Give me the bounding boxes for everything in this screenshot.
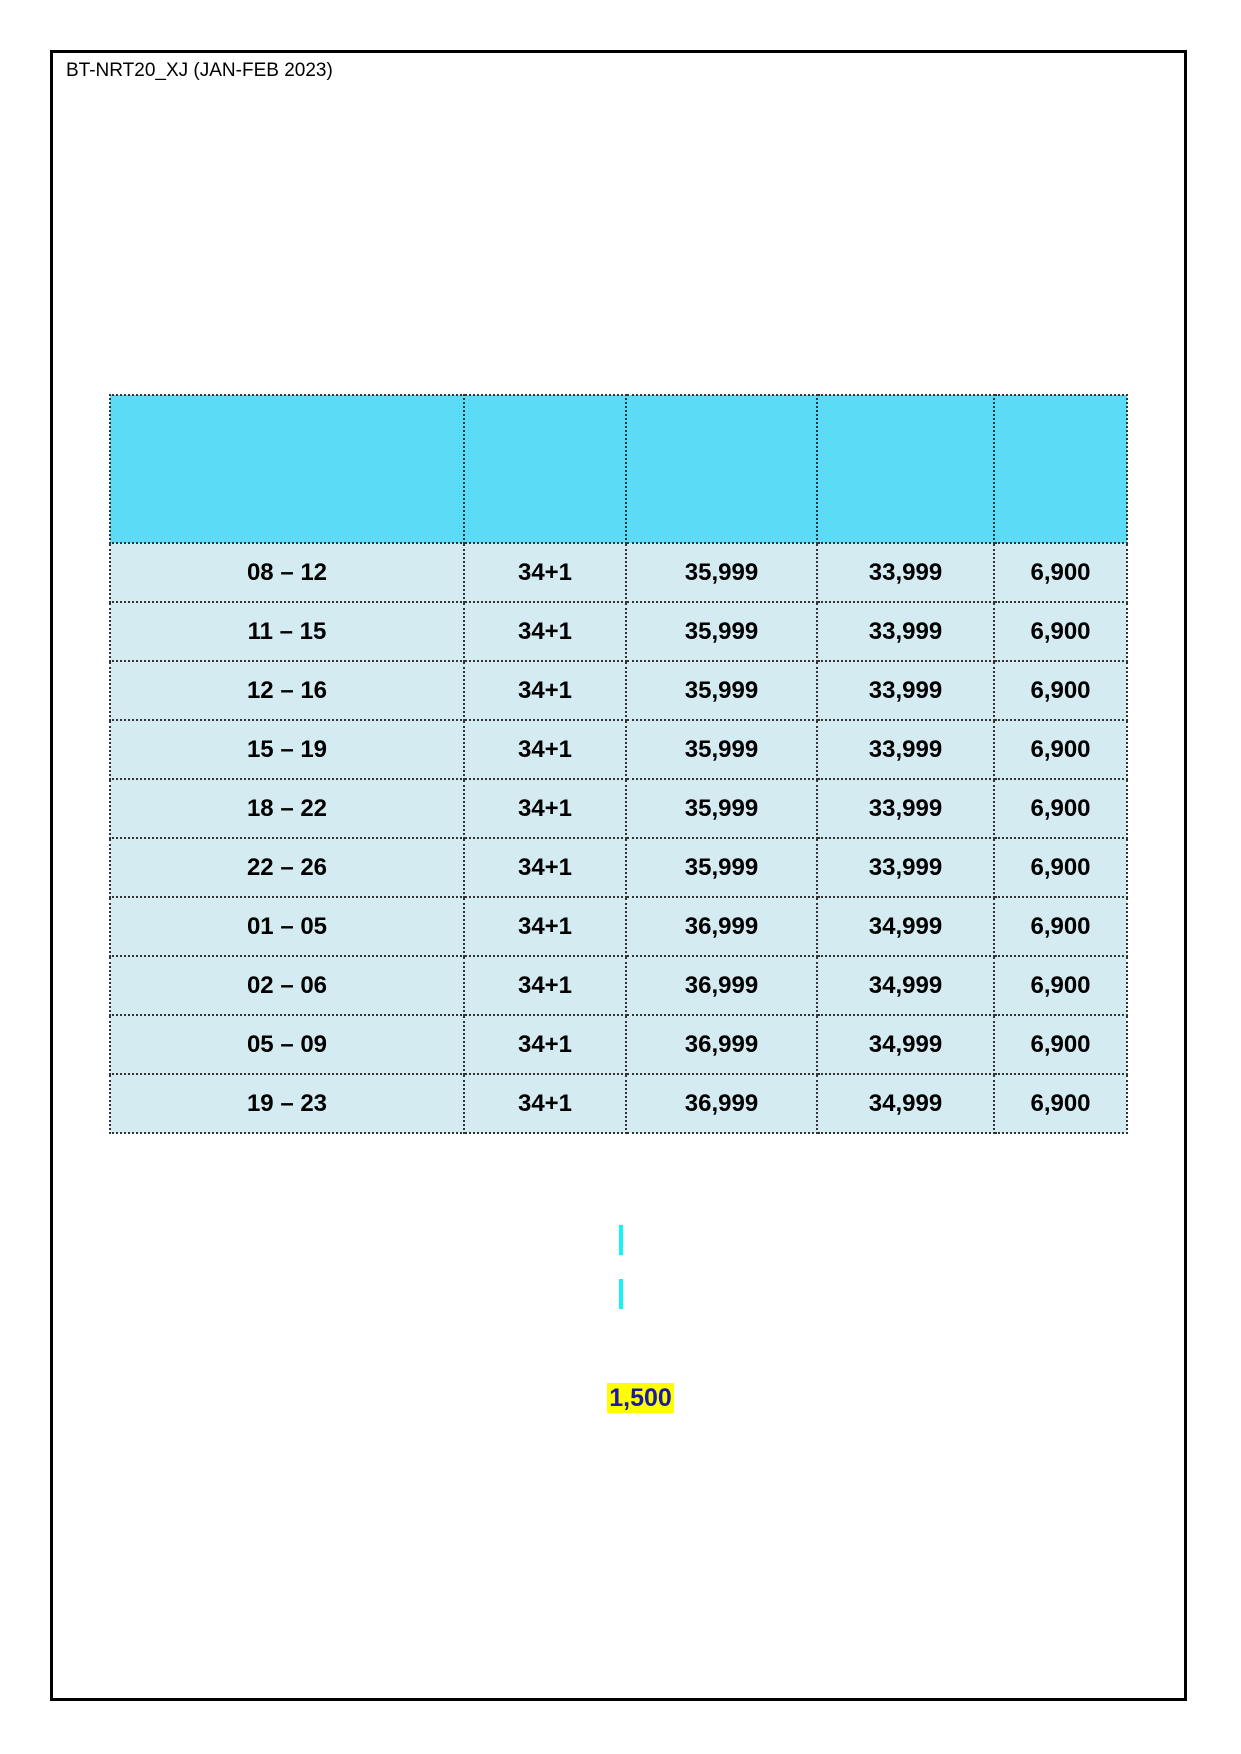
- header-adult: [626, 395, 817, 543]
- cell-child: 34,999: [817, 1015, 994, 1074]
- table-row: [110, 602, 1127, 661]
- table-row: [110, 1074, 1127, 1133]
- header-date: [110, 395, 464, 543]
- cell-child: 33,999: [817, 661, 994, 720]
- cell-date: 22 – 26: [110, 838, 464, 897]
- price-table: [109, 394, 1128, 1134]
- table-row: [110, 720, 1127, 779]
- cell-child: 33,999: [817, 543, 994, 602]
- cell-adult: 35,999: [626, 661, 817, 720]
- cell-date: 02 – 06: [110, 956, 464, 1015]
- cell-group: 34+1: [464, 661, 626, 720]
- cell-single: 6,900: [994, 838, 1127, 897]
- cell-group: 34+1: [464, 720, 626, 779]
- cell-child: 33,999: [817, 838, 994, 897]
- table-row: [110, 1015, 1127, 1074]
- cell-child: 34,999: [817, 1074, 994, 1133]
- header-single: [994, 395, 1127, 543]
- cell-child: 33,999: [817, 602, 994, 661]
- cell-single: 6,900: [994, 779, 1127, 838]
- exclusion-note: [20, 1384, 1241, 1413]
- cell-adult: 35,999: [626, 779, 817, 838]
- header-child: [817, 395, 994, 543]
- infant-note-line2: [0, 1280, 1241, 1309]
- cell-single: 6,900: [994, 897, 1127, 956]
- exclusion-highlight: [607, 1383, 674, 1413]
- cell-group: 34+1: [464, 779, 626, 838]
- infant-note-text1: [619, 1225, 623, 1255]
- cell-date: 15 – 19: [110, 720, 464, 779]
- cell-date: 08 – 12: [110, 543, 464, 602]
- cell-single: 6,900: [994, 543, 1127, 602]
- cell-adult: 35,999: [626, 720, 817, 779]
- page-title: [0, 312, 1241, 352]
- exclusion-amount: 1,500: [609, 1384, 672, 1412]
- cell-single: 6,900: [994, 602, 1127, 661]
- cell-adult: 35,999: [626, 838, 817, 897]
- cell-group: 34+1: [464, 838, 626, 897]
- cell-single: 6,900: [994, 956, 1127, 1015]
- cell-adult: 36,999: [626, 956, 817, 1015]
- cell-group: 34+1: [464, 543, 626, 602]
- cell-date: 12 – 16: [110, 661, 464, 720]
- cell-adult: 36,999: [626, 1074, 817, 1133]
- cell-group: 34+1: [464, 1015, 626, 1074]
- header-group: [464, 395, 626, 543]
- infant-note-line1: [0, 1226, 1241, 1255]
- cell-group: 34+1: [464, 956, 626, 1015]
- cell-adult: 36,999: [626, 1015, 817, 1074]
- table-row: [110, 956, 1127, 1015]
- cell-adult: 35,999: [626, 602, 817, 661]
- cell-single: 6,900: [994, 1074, 1127, 1133]
- cell-date: 18 – 22: [110, 779, 464, 838]
- cell-date: 05 – 09: [110, 1015, 464, 1074]
- document-code: BT-NRT20_XJ (JAN-FEB 2023): [66, 60, 333, 81]
- table-row: [110, 661, 1127, 720]
- cell-date: 19 – 23: [110, 1074, 464, 1133]
- cell-adult: 36,999: [626, 897, 817, 956]
- cell-group: 34+1: [464, 897, 626, 956]
- cell-single: 6,900: [994, 720, 1127, 779]
- infant-note-text2: [619, 1279, 623, 1309]
- table-row: [110, 897, 1127, 956]
- cell-group: 34+1: [464, 602, 626, 661]
- cell-date: 01 – 05: [110, 897, 464, 956]
- table-row: [110, 779, 1127, 838]
- cell-single: 6,900: [994, 661, 1127, 720]
- cell-child: 33,999: [817, 720, 994, 779]
- cell-adult: 35,999: [626, 543, 817, 602]
- cell-child: 33,999: [817, 779, 994, 838]
- table-header-row: [110, 395, 1127, 543]
- cell-child: 34,999: [817, 897, 994, 956]
- table-row: [110, 543, 1127, 602]
- cell-single: 6,900: [994, 1015, 1127, 1074]
- table-row: [110, 838, 1127, 897]
- cell-date: 11 – 15: [110, 602, 464, 661]
- cell-child: 34,999: [817, 956, 994, 1015]
- cell-group: 34+1: [464, 1074, 626, 1133]
